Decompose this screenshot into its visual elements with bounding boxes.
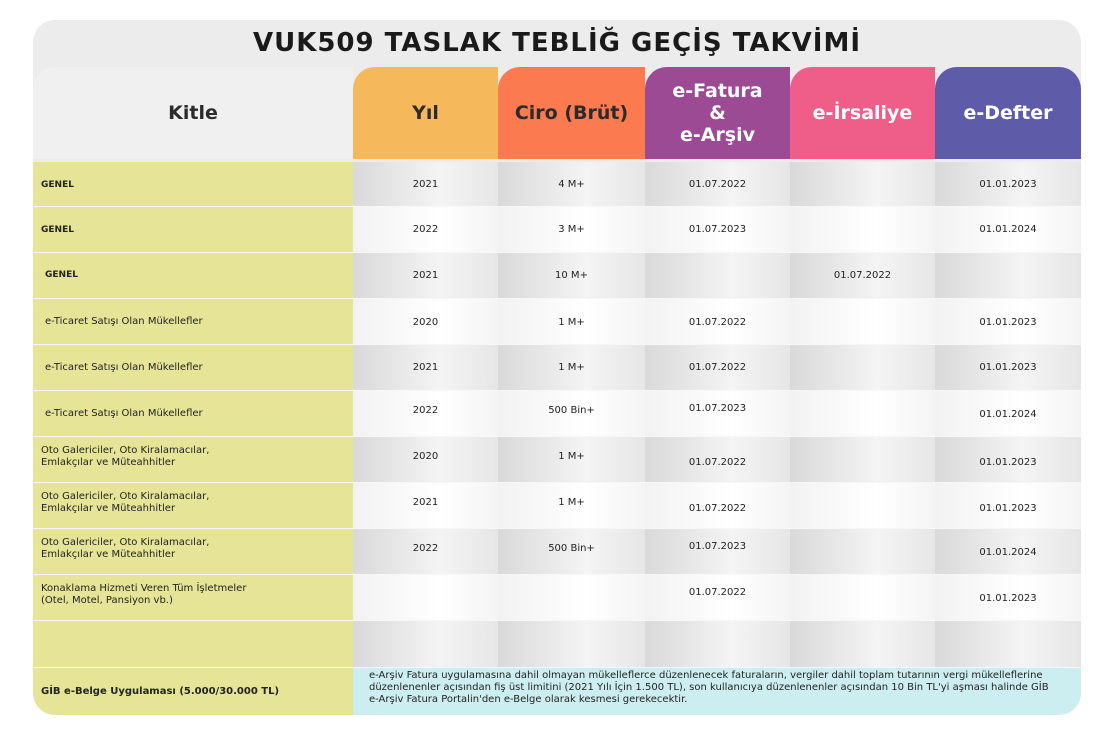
cell-ciro-value: 4 M+ [558, 179, 585, 190]
cell-ciro-value: 1 M+ [558, 362, 585, 373]
cell-edefter [935, 162, 1081, 207]
cell-yil [353, 575, 498, 621]
cell-ciro [498, 621, 645, 668]
cell-ciro-value: 1 M+ [558, 497, 585, 508]
cell-efatura-value: 01.07.2023 [688, 541, 747, 552]
cell-yil [353, 162, 498, 207]
cell-efatura-value: 01.07.2022 [688, 587, 747, 598]
cell-kitle-line: (Otel, Motel, Pansiyon vb.) [41, 595, 173, 606]
table-row [33, 299, 1081, 345]
cell-efatura [645, 483, 790, 529]
cell-eirsaliye [790, 299, 935, 345]
cell-efatura-value: 01.07.2022 [688, 362, 747, 373]
cell-efatura [645, 253, 790, 299]
cell-edefter [935, 621, 1081, 668]
cell-efatura-value: 01.07.2022 [688, 317, 747, 328]
footer-note-line: e-Arşiv Fatura Portalin'den e-Belge olarak kesmesi gerekecektir. [369, 694, 688, 705]
cell-ciro-value: 10 M+ [555, 270, 588, 281]
cell-ciro-value: 500 Bin+ [548, 405, 595, 416]
cell-efatura-value: 01.07.2023 [688, 403, 747, 414]
cell-kitle-line: Oto Galericiler, Oto Kiralamacılar, [41, 491, 210, 502]
cell-yil-value: 2022 [412, 224, 439, 235]
header-eirsaliye: e-İrsaliye [790, 67, 935, 159]
cell-yil-value: 2021 [412, 497, 439, 508]
cell-yil-value: 2021 [412, 362, 439, 373]
cell-ciro [498, 207, 645, 253]
cell-kitle-line: GENEL [45, 270, 78, 280]
cell-efatura [645, 207, 790, 253]
cell-kitle-line: GENEL [41, 225, 74, 235]
cell-ciro [498, 253, 645, 299]
cell-kitle-line: e-Ticaret Satışı Olan Mükellefler [45, 408, 203, 419]
cell-kitle-line: Oto Galericiler, Oto Kiralamacılar, [41, 537, 210, 548]
header-kitle: Kitle [33, 67, 353, 159]
cell-eirsaliye [790, 253, 935, 299]
cell-eirsaliye [790, 345, 935, 391]
cell-edefter [935, 529, 1081, 575]
cell-ciro [498, 162, 645, 207]
cell-eirsaliye [790, 529, 935, 575]
cell-kitle [33, 207, 353, 253]
cell-edefter [935, 391, 1081, 437]
cell-efatura [645, 162, 790, 207]
cell-edefter-value: 01.01.2024 [979, 224, 1037, 235]
cell-edefter-value: 01.01.2024 [979, 547, 1037, 558]
cell-efatura-value: 01.07.2022 [688, 457, 747, 468]
cell-efatura-value: 01.07.2022 [688, 179, 747, 190]
table-row [33, 253, 1081, 299]
cell-efatura [645, 621, 790, 668]
cell-ciro [498, 437, 645, 483]
cell-kitle [33, 162, 353, 207]
cell-efatura-value: 01.07.2023 [688, 224, 747, 235]
cell-efatura [645, 529, 790, 575]
cell-kitle [33, 529, 353, 575]
footer-note [353, 668, 1081, 715]
cell-efatura [645, 575, 790, 621]
cell-kitle-line: Emlakçılar ve Müteahhitler [41, 549, 176, 560]
cell-ciro-value: 3 M+ [558, 224, 585, 235]
cell-yil-value: 2020 [412, 317, 439, 328]
cell-eirsaliye-value: 01.07.2022 [833, 270, 892, 281]
cell-edefter-value: 01.01.2023 [979, 457, 1037, 468]
cell-ciro-value: 500 Bin+ [548, 543, 595, 554]
cell-efatura [645, 299, 790, 345]
cell-ciro [498, 299, 645, 345]
cell-edefter-value: 01.01.2024 [979, 409, 1037, 420]
table-row [33, 437, 1081, 483]
cell-ciro [498, 345, 645, 391]
cell-yil [353, 529, 498, 575]
table-row [33, 345, 1081, 391]
cell-yil [353, 483, 498, 529]
header-efatura-line3: e-Arşiv [679, 124, 756, 146]
footer-label: GİB e-Belge Uygulaması (5.000/30.000 TL) [33, 668, 353, 715]
cell-kitle-line: Emlakçılar ve Müteahhitler [41, 503, 176, 514]
header-ciro: Ciro (Brüt) [498, 67, 645, 159]
cell-kitle-line: Oto Galericiler, Oto Kiralamacılar, [41, 445, 210, 456]
cell-eirsaliye [790, 483, 935, 529]
table-row [33, 483, 1081, 529]
table-row [33, 621, 1081, 668]
cell-efatura [645, 437, 790, 483]
cell-eirsaliye [790, 575, 935, 621]
cell-kitle [33, 299, 353, 345]
cell-edefter-value: 01.01.2023 [979, 317, 1037, 328]
cell-eirsaliye [790, 391, 935, 437]
cell-efatura [645, 345, 790, 391]
table-row [33, 529, 1081, 575]
cell-yil [353, 299, 498, 345]
cell-ciro-value: 1 M+ [558, 451, 585, 462]
cell-ciro [498, 391, 645, 437]
cell-kitle [33, 621, 353, 668]
cell-eirsaliye [790, 162, 935, 207]
cell-kitle [33, 483, 353, 529]
cell-ciro [498, 575, 645, 621]
cell-edefter [935, 299, 1081, 345]
cell-efatura [645, 391, 790, 437]
cell-yil [353, 391, 498, 437]
cell-yil [353, 253, 498, 299]
cell-yil [353, 437, 498, 483]
cell-kitle [33, 391, 353, 437]
cell-edefter-value: 01.01.2023 [979, 179, 1037, 190]
cell-kitle-line: Emlakçılar ve Müteahhitler [41, 457, 176, 468]
footer-note-line: düzenlenenler açısından fiş üst limitini (2021 Yılı İçin 1.500 TL), son kullanıcıya düzenlenenler açısından 10 Bin TL'yi aşması halinde GİB [369, 682, 1049, 693]
cell-eirsaliye [790, 437, 935, 483]
header-efatura-earsiv [645, 67, 790, 159]
cell-ciro [498, 483, 645, 529]
cell-yil [353, 207, 498, 253]
cell-kitle-line: e-Ticaret Satışı Olan Mükellefler [45, 316, 203, 327]
table-row [33, 575, 1081, 621]
cell-kitle [33, 253, 353, 299]
header-efatura-line1: e-Fatura [672, 80, 763, 102]
cell-kitle [33, 437, 353, 483]
page-title: VUK509 TASLAK TEBLİĞ GEÇİŞ TAKVİMİ [252, 28, 862, 58]
cell-edefter-value: 01.01.2023 [979, 593, 1037, 604]
header-yil: Yıl [353, 67, 498, 159]
cell-edefter-value: 01.01.2023 [979, 503, 1037, 514]
table-row [33, 207, 1081, 253]
cell-kitle-line: e-Ticaret Satışı Olan Mükellefler [45, 362, 203, 373]
cell-edefter [935, 575, 1081, 621]
cell-kitle [33, 575, 353, 621]
cell-yil-value: 2021 [412, 270, 439, 281]
cell-yil-value: 2022 [412, 543, 439, 554]
cell-edefter [935, 207, 1081, 253]
cell-edefter [935, 483, 1081, 529]
cell-kitle-line: Konaklama Hizmeti Veren Tüm İşletmeler [41, 583, 247, 594]
cell-eirsaliye [790, 621, 935, 668]
header-efatura-line2: & [709, 102, 726, 124]
table-footer [33, 668, 1081, 715]
cell-ciro-value: 1 M+ [558, 317, 585, 328]
cell-edefter [935, 437, 1081, 483]
cell-yil-value: 2021 [412, 179, 439, 190]
table-row [33, 162, 1081, 207]
cell-yil-value: 2022 [412, 405, 439, 416]
cell-edefter [935, 345, 1081, 391]
cell-yil [353, 345, 498, 391]
cell-yil-value: 2020 [412, 451, 439, 462]
cell-edefter [935, 253, 1081, 299]
cell-efatura-value: 01.07.2022 [688, 503, 747, 514]
header-edefter: e-Defter [935, 67, 1081, 159]
cell-kitle-line: GENEL [41, 180, 74, 190]
cell-edefter-value: 01.01.2023 [979, 362, 1037, 373]
cell-eirsaliye [790, 207, 935, 253]
cell-ciro [498, 529, 645, 575]
table-row [33, 391, 1081, 437]
footer-note-line: e-Arşiv Fatura uygulamasına dahil olmayan mükelleflerce düzenlenecek faturaların, vergiler dahil toplam tutarının vergi mükelleflerine [369, 670, 1043, 681]
cell-kitle [33, 345, 353, 391]
cell-yil [353, 621, 498, 668]
